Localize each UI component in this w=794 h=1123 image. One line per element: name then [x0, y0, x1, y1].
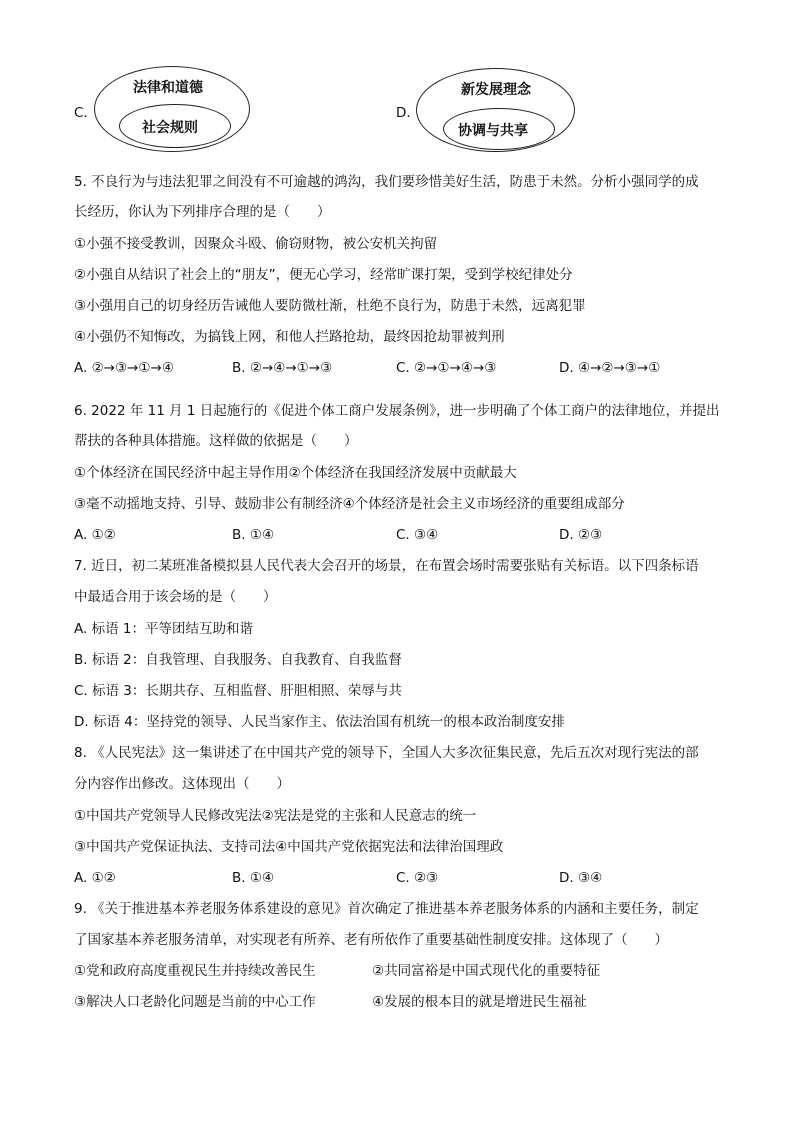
q5-item-3: ③小强用自己的切身经历告诫他人要防微杜渐，杜绝不良行为，防患于未然，远离犯罪 [74, 298, 586, 314]
q6-option-d[interactable]: D. ②③ [559, 527, 603, 543]
q7-stem-line2: 中最适合用于该会场的是（ ） [74, 589, 277, 605]
q6-option-a[interactable]: A. ①② [74, 527, 116, 543]
q5-item-4: ④小强仍不知悔改，为搞钱上网，和他人拦路抢劫，最终因抢劫罪被判刑 [74, 329, 505, 345]
q5-item-2: ②小强自从结识了社会上的“朋友”，便无心学习，经常旷课打架，受到学校纪律处分 [74, 267, 573, 283]
q9-stem-line2: 了国家基本养老服务清单，对实现老有所养、老有所依作了重要基础性制度安排。这体现了（ ） [74, 932, 668, 948]
q6-stem-line2: 帮扶的各种具体措施。这样做的依据是（ ） [74, 433, 358, 449]
q5-stem-line1: 5. 不良行为与违法犯罪之间没有不可逾越的鸿沟，我们要珍惜美好生活，防患于未然。分析小强同学的成 [74, 174, 699, 190]
diagram-d-inner-label: 协调与共享 [458, 123, 528, 139]
q7-stem-line1: 7. 近日，初二某班准备模拟县人民代表大会召开的场景，在布置会场时需要张贴有关标语。以下四条标语 [74, 558, 699, 574]
q6-item-1: ①个体经济在国民经济中起主导作用②个体经济在我国经济发展中贡献最大 [74, 465, 517, 481]
diagram-d-outer-label: 新发展理念 [461, 82, 531, 98]
q7-option-b[interactable]: B. 标语 2：自我管理、自我服务、自我教育、自我监督 [74, 652, 402, 668]
q8-option-d[interactable]: D. ③④ [559, 870, 603, 886]
q9-item-1: ①党和政府高度重视民生并持续改善民生 [74, 963, 316, 979]
diagram-c-inner-label: 社会规则 [142, 120, 198, 136]
q8-option-c[interactable]: C. ②③ [396, 870, 439, 886]
diagram-c-label: C. [74, 105, 88, 121]
q6-stem-line1: 6. 2022 年 11 月 1 日起施行的《促进个体工商户发展条例》，进一步明确了个体工商户的法律地位，并提出 [74, 403, 720, 419]
q5-item-1: ①小强不接受教训，因聚众斗殴、偷窃财物，被公安机关拘留 [74, 236, 438, 252]
q7-option-d[interactable]: D. 标语 4：坚持党的领导、人民当家作主、依法治国有机统一的根本政治制度安排 [74, 714, 565, 730]
q6-option-b[interactable]: B. ①④ [232, 527, 275, 543]
q8-item-2: ③中国共产党保证执法、支持司法④中国共产党依据宪法和法律治国理政 [74, 839, 504, 855]
q5-stem-line2: 长经历，你认为下列排序合理的是（ ） [74, 204, 331, 220]
diagram-d-label: D. [396, 105, 411, 121]
q8-stem-line1: 8. 《人民宪法》这一集讲述了在中国共产党的领导下，全国人大多次征集民意，先后五次对现行宪法的部 [74, 745, 699, 761]
q9-item-4: ④发展的根本目的就是增进民生福祉 [372, 994, 587, 1010]
q8-option-a[interactable]: A. ①② [74, 870, 116, 886]
q8-item-1: ①中国共产党领导人民修改宪法②宪法是党的主张和人民意志的统一 [74, 808, 477, 824]
q5-option-b[interactable]: B. ②→④→①→③ [232, 360, 333, 376]
diagram-c-outer-label: 法律和道德 [133, 80, 203, 96]
q8-option-b[interactable]: B. ①④ [232, 870, 275, 886]
q5-option-c[interactable]: C. ②→①→④→③ [396, 360, 497, 376]
q6-option-c[interactable]: C. ③④ [396, 527, 439, 543]
q7-option-a[interactable]: A. 标语 1：平等团结互助和谐 [74, 621, 253, 637]
q5-option-d[interactable]: D. ④→②→③→① [559, 360, 661, 376]
q9-item-2: ②共同富裕是中国式现代化的重要特征 [372, 963, 601, 979]
q8-stem-line2: 分内容作出修改。这体现出（ ） [74, 776, 290, 792]
q9-stem-line1: 9. 《关于推进基本养老服务体系建设的意见》首次确定了推进基本养老服务体系的内涵和主要任务，制定 [74, 901, 699, 917]
q7-option-c[interactable]: C. 标语 3：长期共存、互相监督、肝胆相照、荣辱与共 [74, 683, 402, 699]
q5-option-a[interactable]: A. ②→③→①→④ [74, 360, 174, 376]
q6-item-2: ③毫不动摇地支持、引导、鼓励非公有制经济④个体经济是社会主义市场经济的重要组成部分 [74, 496, 625, 512]
q9-item-3: ③解决人口老龄化问题是当前的中心工作 [74, 994, 316, 1010]
